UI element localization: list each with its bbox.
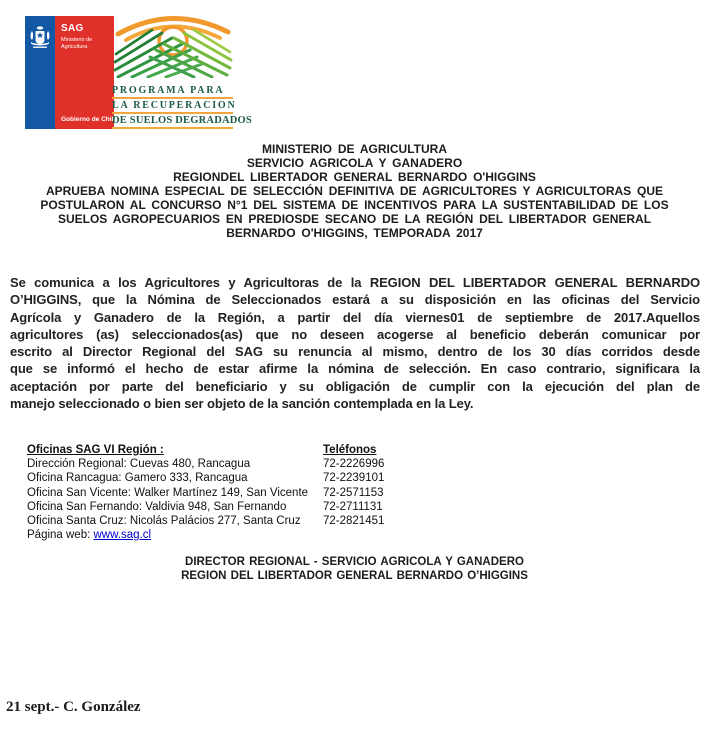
website-label: Página web: bbox=[27, 529, 94, 542]
office-phone: 72-2571153 bbox=[323, 486, 384, 499]
sag-acronym: SAG bbox=[61, 23, 84, 34]
program-logo-text bbox=[112, 85, 252, 129]
table-row bbox=[27, 514, 447, 528]
offices-header-row bbox=[27, 443, 447, 457]
heading-line: REGIONDEL LIBERTADOR GENERAL BERNARDO O'HIGGINS bbox=[173, 170, 536, 184]
table-row bbox=[27, 500, 447, 514]
announcement-paragraph bbox=[10, 274, 700, 412]
body-line: escrito al Director Regional del SAG su renuncia al mismo, dentro de los 30 días corridos desde bbox=[10, 344, 700, 360]
offices-title: Oficinas SAG VI Región : bbox=[27, 444, 164, 456]
sag-logo-red-panel bbox=[55, 16, 117, 129]
sag-website-link[interactable]: www.sag.cl bbox=[93, 529, 152, 542]
heading-line: MINISTERIO DE AGRICULTURA bbox=[262, 142, 447, 156]
office-phone: 72-2711131 bbox=[323, 500, 383, 513]
signature-line-1: DIRECTOR REGIONAL - SERVICIO AGRICOLA Y GANADERO bbox=[185, 556, 524, 568]
heading-line: APRUEBA NOMINA ESPECIAL DE SELECCIÓN DEFINITIVA DE AGRICULTORES Y AGRICULTORAS QUE bbox=[45, 184, 664, 198]
signature-block bbox=[0, 556, 709, 583]
document-heading bbox=[8, 142, 701, 240]
heading-line: SUELOS AGROPECUARIOS EN PREDIOSDE SECANO DE LA REGIÓN DEL LIBERTADOR GENERAL bbox=[57, 212, 652, 226]
office-address: Oficina San Vicente: Walker Martínez 149, San Vicente bbox=[27, 486, 309, 499]
program-suelos-logo bbox=[112, 12, 252, 130]
body-line: O’HIGGINS, que la Nómina de Seleccionados estará a su disposición en las oficinas del Servicio bbox=[10, 292, 700, 308]
office-address: Oficina Santa Cruz: Nicolás Palácios 277, Santa Cruz bbox=[27, 515, 301, 528]
sun-and-field-furrows-icon bbox=[112, 12, 233, 78]
office-address: Dirección Regional: Cuevas 480, Rancagua bbox=[27, 458, 251, 471]
office-phone: 72-2226996 bbox=[323, 458, 385, 471]
body-line: aceptación por parte del beneficiario y su obligación de cumplir con la ejecución del plan de bbox=[10, 378, 700, 394]
body-line: Agrícola y Ganadero de la Región, a partir del día viernes01 de septiembre de 2017.Aquellos bbox=[10, 309, 700, 325]
footer-note: 21 sept.- C. González bbox=[6, 699, 141, 715]
table-row bbox=[27, 471, 447, 485]
body-line: Se comunica a los Agricultores y Agricultoras de la REGION DEL LIBERTADOR GENERAL BERNARDO bbox=[10, 275, 700, 290]
sag-ministry-label: Ministerio de Agricultura bbox=[61, 37, 93, 50]
heading-line: BERNARDO O'HIGGINS, TEMPORADA 2017 bbox=[226, 226, 483, 240]
table-row bbox=[27, 457, 447, 471]
chile-coat-of-arms-icon bbox=[29, 25, 51, 60]
sag-logo bbox=[25, 16, 117, 129]
body-line: agricultores (as) seleccionados(as) que no deseen acogerse al beneficio deberán comunicar por bbox=[10, 326, 700, 342]
body-line: manejo seleccionado o bien ser objeto de la sanción contemplada en la Ley. bbox=[10, 396, 474, 412]
phones-column-header: Teléfonos bbox=[323, 444, 377, 456]
gobierno-de-chile-label: Gobierno de Chile bbox=[61, 116, 117, 123]
sag-logo-blue-panel bbox=[25, 16, 55, 129]
office-address: Oficina Rancagua: Gamero 333, Rancagua bbox=[27, 472, 248, 485]
program-line-2: LA RECUPERACION bbox=[112, 100, 233, 114]
office-address: Oficina San Fernando: Valdivia 948, San Fernando bbox=[27, 500, 287, 513]
heading-line: POSTULARON AL CONCURSO N°1 DEL SISTEMA DE INCENTIVOS PARA LA SUSTENTABILIDAD DE LOS bbox=[40, 198, 669, 212]
office-phone: 72-2821451 bbox=[323, 515, 385, 528]
offices-table bbox=[27, 443, 447, 542]
website-line bbox=[27, 528, 447, 542]
signature-line-2: REGION DEL LIBERTADOR GENERAL BERNARDO O’HIGGINS bbox=[181, 569, 528, 582]
table-row bbox=[27, 486, 447, 500]
heading-line: SERVICIO AGRICOLA Y GANADERO bbox=[246, 156, 463, 170]
office-phone: 72-2239101 bbox=[323, 472, 385, 485]
body-line: que se informó el hecho de estar afirme la nómina de selección. En caso contrario, significara la bbox=[10, 361, 700, 377]
program-line-3: DE SUELOS DEGRADADOS bbox=[112, 115, 233, 129]
program-line-1: PROGRAMA PARA bbox=[112, 85, 233, 99]
